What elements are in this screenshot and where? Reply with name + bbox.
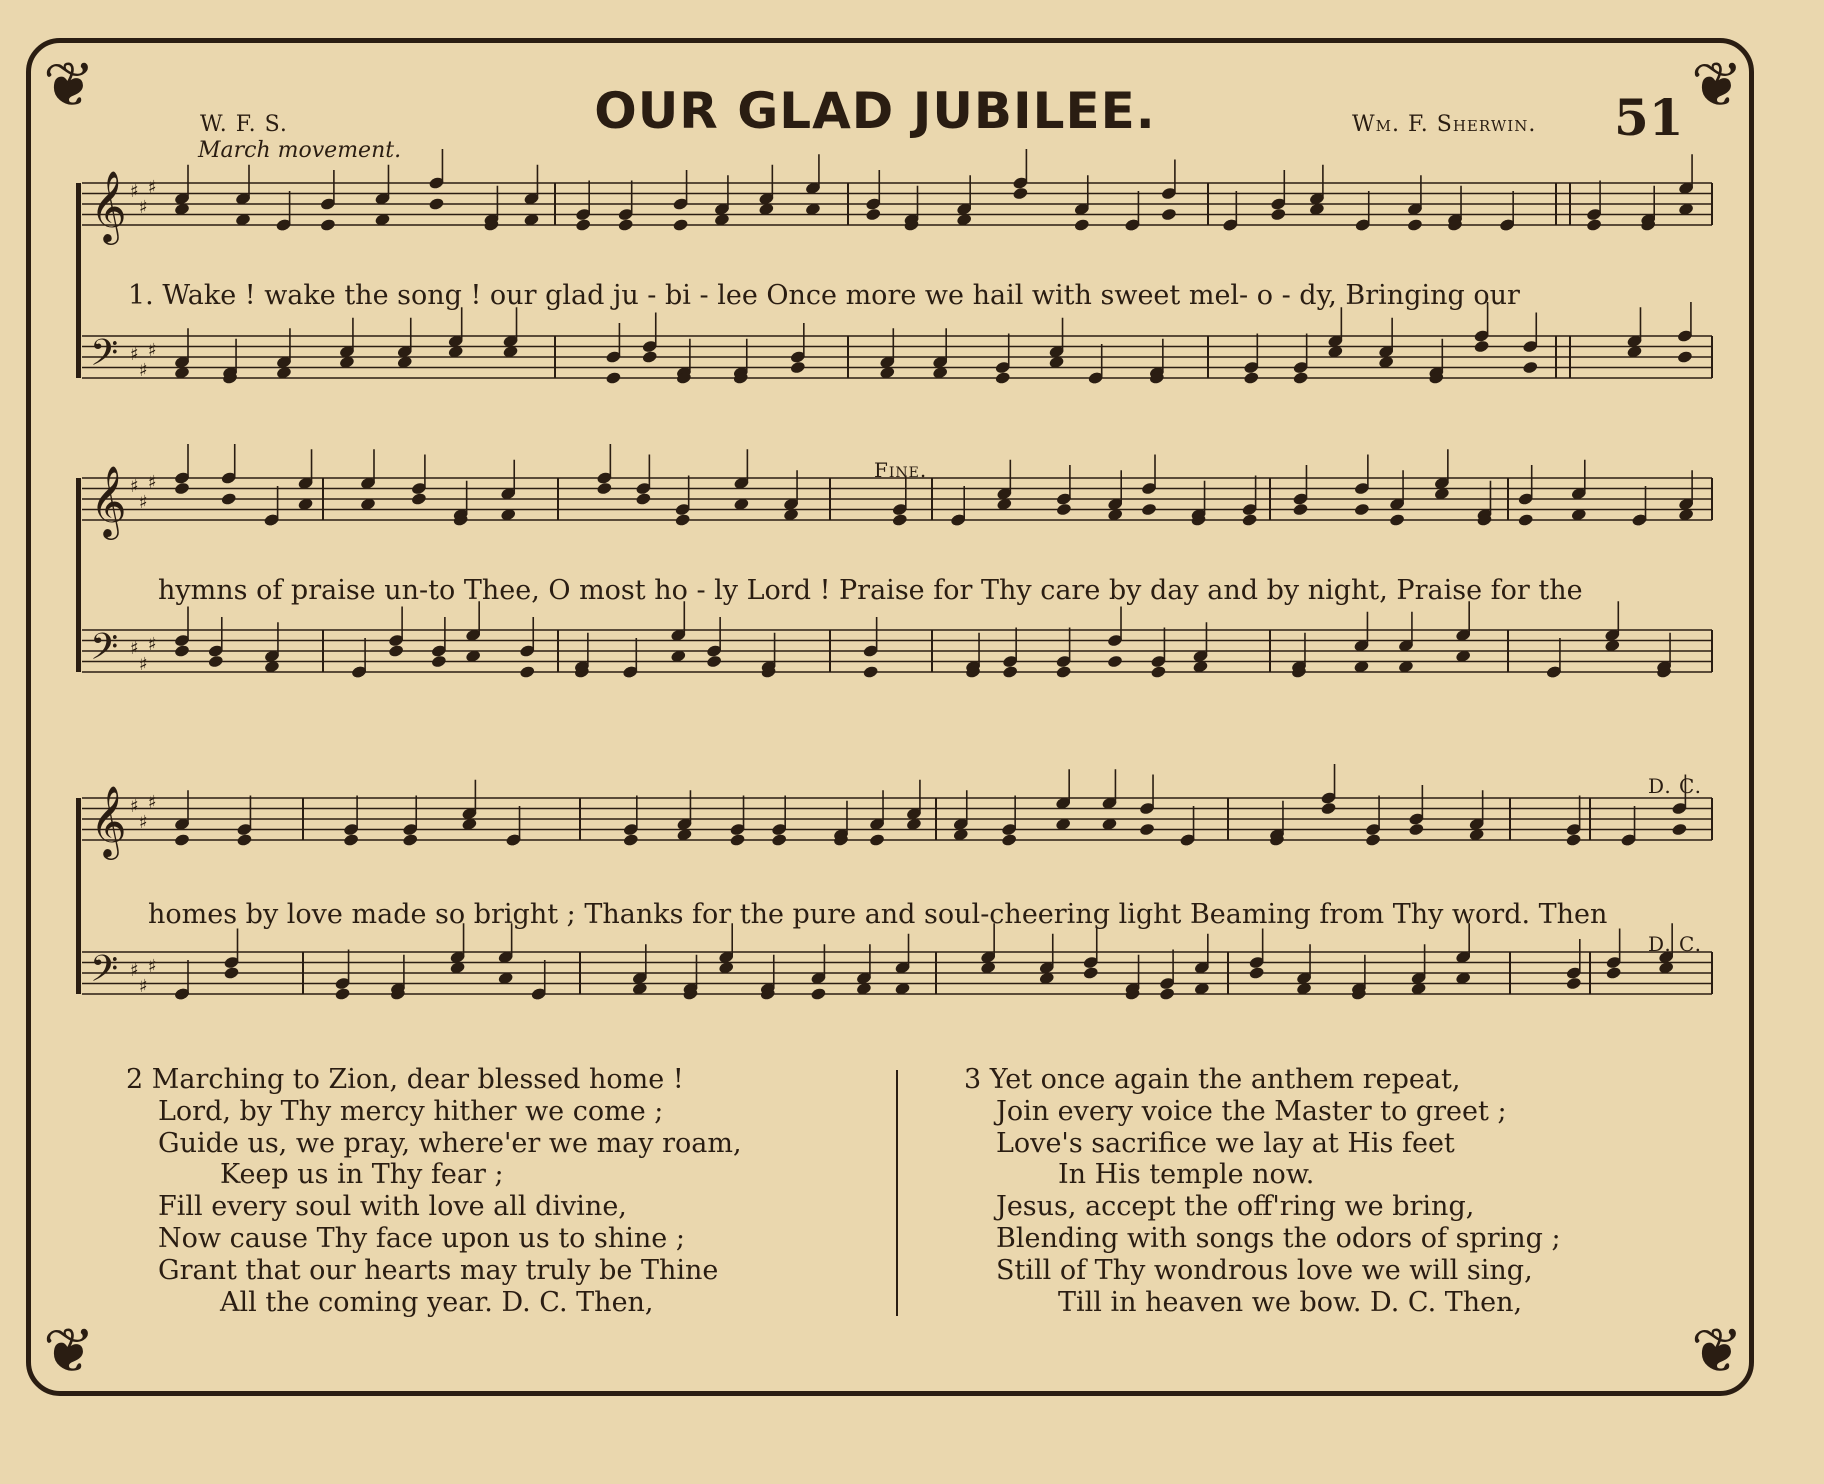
notehead [1248, 966, 1265, 980]
verse-divider [896, 1070, 898, 1316]
notehead [1408, 822, 1425, 836]
corner-ornament-top-right: ❦ [1691, 48, 1743, 121]
lyricist-credit: W. F. S. [200, 112, 288, 137]
notehead [174, 833, 191, 847]
notehead [174, 481, 191, 495]
notehead [519, 665, 536, 679]
sharp-sign: ♯ [130, 796, 139, 817]
notehead [343, 833, 360, 847]
notehead [1365, 833, 1382, 847]
notehead [1241, 513, 1258, 527]
sharp-sign: ♯ [130, 344, 139, 365]
bass-clef: 𝄢 [90, 626, 119, 677]
bass-clef: 𝄢 [90, 332, 119, 383]
corner-ornament-bottom-right: ❦ [1691, 1314, 1743, 1387]
notehead [575, 218, 592, 232]
notehead [1389, 513, 1406, 527]
notehead [1107, 654, 1124, 668]
notehead [1677, 350, 1694, 364]
composer-credit: Wm. F. Sherwin. [1352, 112, 1537, 137]
notehead [1012, 186, 1029, 200]
lyrics-line-2: hymns of praise un-to Thee, O most ho - ly Lord ! Praise for Thy care by day and by night, Praise for the [158, 575, 1583, 606]
verse-line: In His temple now. [1058, 1159, 1315, 1191]
sharp-sign: ♯ [139, 492, 148, 513]
verse-line: 3 Yet once again the anthem repeat, [964, 1064, 1461, 1095]
sharp-sign: ♯ [139, 976, 148, 997]
sharp-sign: ♯ [148, 340, 157, 361]
verse-line: Love's sacrifice we lay at His feet [996, 1127, 1455, 1159]
notehead [411, 492, 428, 506]
notehead [1605, 966, 1622, 980]
notehead [810, 987, 827, 1001]
notehead [635, 492, 652, 506]
notehead [1354, 502, 1371, 516]
notehead [1473, 339, 1490, 353]
notehead [431, 654, 448, 668]
notehead [1002, 665, 1019, 679]
notehead [1292, 502, 1309, 516]
sharp-sign: ♯ [130, 638, 139, 659]
notehead [729, 833, 746, 847]
notehead [892, 513, 909, 527]
verse-line: Join every voice the Master to greet ; [996, 1095, 1507, 1127]
system-bracket [76, 183, 81, 378]
treble-clef: 𝄞 [90, 169, 127, 242]
bass-clef: 𝄢 [90, 948, 119, 999]
notehead [1292, 371, 1309, 385]
verse-line: 2 Marching to Zion, dear blessed home ! [126, 1064, 684, 1095]
notehead [1522, 360, 1539, 374]
system-bracket [76, 798, 81, 994]
hymn-title: OUR GLAD JUBILEE. [594, 82, 1156, 140]
verse-line: Now cause Thy face upon us to shine ; [158, 1222, 685, 1254]
dc-marking-bass: D. C. [1648, 932, 1702, 956]
verse-line: Guide us, we pray, where'er we may roam, [158, 1127, 742, 1159]
verse-line: Till in heaven we bow. D. C. Then, [1058, 1286, 1523, 1318]
sharp-sign: ♯ [130, 476, 139, 497]
notehead [605, 371, 622, 385]
verse-line: Still of Thy wondrous love we will sing, [996, 1254, 1533, 1286]
treble-clef: 𝄞 [90, 464, 127, 537]
notehead [641, 350, 658, 364]
verse-line: Grant that our hearts may truly be Thine [158, 1254, 719, 1286]
notehead [207, 654, 224, 668]
notehead [1407, 218, 1424, 232]
notehead [220, 492, 237, 506]
sharp-sign: ♯ [148, 792, 157, 813]
lyrics-line-3: homes by love made so bright ; Thanks for the pure and soul-cheering light Beaming from Thy word. Then [148, 899, 1608, 930]
sharp-sign: ♯ [139, 812, 148, 833]
notehead [1139, 822, 1156, 836]
notehead [236, 833, 253, 847]
notehead [1566, 976, 1583, 990]
system-bracket [76, 478, 81, 672]
notehead [706, 654, 723, 668]
verse-line: Keep us in Thy fear ; [220, 1159, 504, 1191]
corner-ornament-top-left: ❦ [43, 48, 95, 121]
sharp-sign: ♯ [139, 360, 148, 381]
verse-line: Blending with songs the odors of spring ; [996, 1222, 1561, 1254]
verse-line: Lord, by Thy mercy hither we come ; [158, 1095, 664, 1127]
notehead [869, 833, 886, 847]
notehead [1001, 833, 1018, 847]
notehead [1565, 833, 1582, 847]
notehead [1056, 502, 1073, 516]
notehead [674, 513, 691, 527]
notehead [1055, 665, 1072, 679]
notehead [1141, 502, 1158, 516]
notehead [402, 833, 419, 847]
corner-ornament-bottom-left: ❦ [43, 1314, 95, 1387]
notehead [428, 197, 445, 211]
sharp-sign: ♯ [130, 960, 139, 981]
notehead [617, 218, 634, 232]
notehead [862, 665, 879, 679]
notehead [865, 207, 882, 221]
verse-line: Fill every soul with love all divine, [158, 1191, 627, 1223]
notehead [174, 644, 191, 658]
notehead [994, 371, 1011, 385]
notehead [1270, 207, 1287, 221]
notehead [1586, 218, 1603, 232]
notehead [623, 833, 640, 847]
dc-marking-treble: D. C. [1648, 774, 1702, 798]
fine-marking: Fine. [874, 458, 928, 482]
notehead [790, 360, 807, 374]
page-number: 51 [1614, 88, 1684, 147]
notehead [1320, 801, 1337, 815]
notehead [1082, 966, 1099, 980]
sharp-sign: ♯ [148, 956, 157, 977]
verse-line: All the coming year. D. C. Then, [220, 1286, 654, 1318]
notehead [1161, 207, 1178, 221]
notehead [320, 218, 337, 232]
lyrics-line-1: 1. Wake ! wake the song ! our glad ju - bi - lee Once more we hail with sweet mel- o - dy, Bringing our [128, 280, 1520, 311]
tempo-marking: March movement. [198, 138, 402, 163]
notehead [596, 481, 613, 495]
sharp-sign: ♯ [139, 654, 148, 675]
notehead [672, 218, 689, 232]
verse-3 [964, 1064, 1561, 1318]
sharp-sign: ♯ [148, 177, 157, 198]
sharp-sign: ♯ [148, 634, 157, 655]
sharp-sign: ♯ [148, 472, 157, 493]
treble-clef: 𝄞 [90, 784, 127, 857]
sharp-sign: ♯ [130, 181, 139, 202]
notehead [1150, 665, 1167, 679]
sharp-sign: ♯ [139, 197, 148, 218]
notehead [1517, 513, 1534, 527]
notehead [771, 833, 788, 847]
verse-line: Jesus, accept the off'ring we bring, [996, 1191, 1475, 1223]
notehead [388, 644, 405, 658]
notehead [1159, 987, 1176, 1001]
notehead [1073, 218, 1090, 232]
notehead [1671, 822, 1688, 836]
notehead [1243, 371, 1260, 385]
notehead [223, 966, 240, 980]
verse-2 [126, 1064, 742, 1318]
notehead [334, 987, 351, 1001]
